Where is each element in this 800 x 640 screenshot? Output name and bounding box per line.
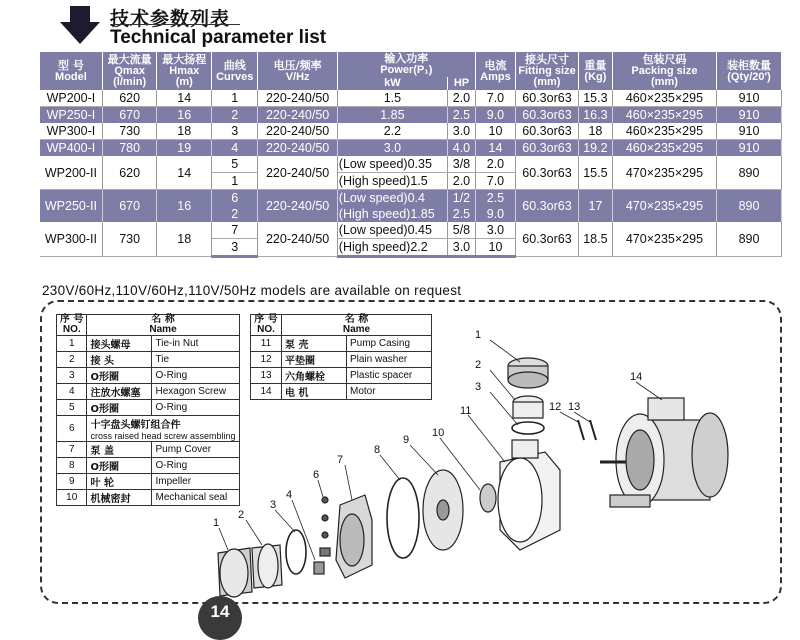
cell-hp: 2.5 [448, 206, 476, 222]
part-number: 6 [57, 416, 87, 442]
part-name-cn: O形圈 [87, 400, 152, 416]
cell-weight: 15.3 [578, 90, 612, 107]
cell-packing: 470×235×295 [612, 190, 716, 223]
cell-model: WP300-I [40, 123, 102, 140]
diagram-callout-9: 9 [403, 434, 410, 446]
cell-kw: (Low speed)0.4 [337, 190, 447, 207]
cell-weight: 19.2 [578, 140, 612, 157]
cell-curves: 1 [212, 90, 258, 107]
cell-hp: 3.0 [448, 123, 476, 140]
diagram-callout-2: 2 [238, 509, 245, 521]
cell-amps: 7.0 [475, 173, 515, 190]
cell-qmax: 620 [102, 90, 157, 107]
cell-weight: 16.3 [578, 107, 612, 124]
cell-qmax: 780 [102, 140, 157, 157]
cell-curves: 6 [212, 190, 258, 207]
cell-hmax: 19 [157, 140, 212, 157]
part-name-cn: 注放水螺塞 [87, 384, 152, 400]
part-number: 11 [251, 336, 282, 352]
cell-model: WP300-II [40, 222, 102, 257]
part-name-en: Plain washer [347, 352, 432, 368]
part-name-cn: 机械密封 [87, 490, 152, 506]
cell-curves: 5 [212, 156, 258, 173]
diagram-callout-1: 1 [213, 517, 220, 529]
part-name-en: O-Ring [152, 368, 239, 384]
cell-voltage: 220-240/50 [258, 140, 337, 157]
motor-drawing [600, 398, 728, 507]
cell-hmax: 16 [157, 190, 212, 223]
part-name-en: Pump Cover [152, 442, 239, 458]
cell-hp: 2.5 [448, 107, 476, 124]
part-name-cn: 接 头 [87, 352, 152, 368]
diagram-callout-12: 12 [549, 401, 562, 413]
cell-hp: 2.0 [448, 90, 476, 107]
cell-packing: 460×235×295 [612, 107, 716, 124]
part-number: 14 [251, 384, 282, 400]
cell-amps: 14 [475, 140, 515, 157]
cell-voltage: 220-240/50 [258, 156, 337, 190]
parts-list-left: 序 号 NO. 名 称 Name 1 接头螺母 Tie-in Nut 2 接 头 Tie 3 O形圈 O-Ring 4 注放水螺塞 Hexagon Screw 5 O形圈 O-Ring 6 十字盘头螺钉组合件 cross raised head screw assembling 7 泵 盖 Pump Cover 8 O形圈 O-Ring 9 叶 轮 Impeller 10 机械密封 Mechanical seal [56, 314, 240, 506]
cell-hp: 2.0 [448, 173, 476, 190]
cell-hp: 4.0 [448, 140, 476, 157]
diagram-callout-6: 6 [313, 469, 320, 481]
cell-weight: 18.5 [578, 222, 612, 257]
diagram-callout-3: 3 [270, 499, 277, 511]
cell-amps: 3.0 [475, 222, 515, 239]
cell-kw: (High speed)2.2 [337, 239, 447, 257]
diagram-callout-10: 10 [432, 427, 445, 439]
part-name-cn: 平垫圈 [282, 352, 347, 368]
cell-hp: 3/8 [448, 156, 476, 173]
part-name-en: Hexagon Screw [152, 384, 239, 400]
cell-kw: (High speed)1.5 [337, 173, 447, 190]
diagram-callout-11: 11 [460, 405, 472, 417]
cell-model: WP250-I [40, 107, 102, 124]
cell-hp: 3.0 [448, 239, 476, 257]
part-number: 10 [57, 490, 87, 506]
cell-fitting: 60.3or63 [516, 123, 579, 140]
diagram-callout-14: 14 [630, 371, 643, 383]
cell-amps: 9.0 [475, 206, 515, 222]
cell-kw: 3.0 [337, 140, 447, 157]
part-name-cn: 泵 盖 [87, 442, 152, 458]
part-name-cn: 泵 壳 [282, 336, 347, 352]
part-name-cn: 六角螺栓 [282, 368, 347, 384]
cell-fitting: 60.3or63 [516, 107, 579, 124]
cell-amps: 10 [475, 239, 515, 257]
cell-hmax: 16 [157, 107, 212, 124]
cell-qmax: 670 [102, 107, 157, 124]
cell-voltage: 220-240/50 [258, 190, 337, 223]
cell-qty: 890 [716, 156, 781, 190]
cell-qmax: 730 [102, 123, 157, 140]
cell-fitting: 60.3or63 [516, 222, 579, 257]
cell-packing: 470×235×295 [612, 222, 716, 257]
cell-curves: 2 [212, 206, 258, 222]
part-name-cn: O形圈 [87, 458, 152, 474]
cell-curves: 3 [212, 123, 258, 140]
cell-curves: 1 [212, 173, 258, 190]
cell-kw: (Low speed)0.45 [337, 222, 447, 239]
cell-weight: 18 [578, 123, 612, 140]
part-name: 十字盘头螺钉组合件 cross raised head screw assembling [87, 416, 239, 442]
parts-list-right: 序 号 NO. 名 称 Name 11 泵 壳 Pump Casing 12 平垫圈 Plain washer 13 六角螺栓 Plastic spacer 14 电 机 Motor [250, 314, 432, 400]
cell-qty: 910 [716, 123, 781, 140]
cell-qty: 910 [716, 90, 781, 107]
cell-voltage: 220-240/50 [258, 222, 337, 257]
oring-large-drawing [387, 478, 419, 558]
cell-kw: 1.85 [337, 107, 447, 124]
cell-hmax: 14 [157, 156, 212, 190]
part-name-en: Tie [152, 352, 239, 368]
cell-model: WP200-II [40, 156, 102, 190]
cell-packing: 460×235×295 [612, 140, 716, 157]
diagram-callout-2: 2 [475, 359, 482, 371]
part-name-en: Tie-in Nut [152, 336, 239, 352]
hexagon-screw-drawing [314, 562, 324, 574]
cell-curves: 2 [212, 107, 258, 124]
diagram-callout-8: 8 [374, 444, 381, 456]
cell-qty: 890 [716, 222, 781, 257]
part-number: 13 [251, 368, 282, 384]
part-name-cn: 叶 轮 [87, 474, 152, 490]
cell-qmax: 670 [102, 190, 157, 223]
cell-fitting: 60.3or63 [516, 140, 579, 157]
cell-hp: 5/8 [448, 222, 476, 239]
cell-amps: 2.5 [475, 190, 515, 207]
part-number: 1 [57, 336, 87, 352]
cell-qmax: 730 [102, 222, 157, 257]
part-name-cn: 接头螺母 [87, 336, 152, 352]
cell-amps: 9.0 [475, 107, 515, 124]
cell-curves: 7 [212, 222, 258, 239]
part-number: 9 [57, 474, 87, 490]
part-name-en: O-Ring [152, 458, 239, 474]
cell-fitting: 60.3or63 [516, 156, 579, 190]
cell-fitting: 60.3or63 [516, 90, 579, 107]
title-english: Technical parameter list [110, 27, 327, 48]
cell-kw: (Low speed)0.35 [337, 156, 447, 173]
cell-curves: 4 [212, 140, 258, 157]
diagram-callout-13: 13 [568, 401, 581, 413]
cell-packing: 470×235×295 [612, 156, 716, 190]
part-number: 2 [57, 352, 87, 368]
cell-kw: 1.5 [337, 90, 447, 107]
cell-voltage: 220-240/50 [258, 123, 337, 140]
availability-note: 230V/60Hz,110V/60Hz,110V/50Hz models are available on request [42, 283, 462, 298]
part-name-en: Impeller [152, 474, 239, 490]
cell-hmax: 14 [157, 90, 212, 107]
part-number: 5 [57, 400, 87, 416]
technical-parameter-table: 型 号 Model 最大流量 Qmax (l/min) 最大扬程 Hmax (m) 曲线 Curves 电压/频率 V/Hz 输入功率 Power(P₁) 电流 Amps 接头尺寸 Fitting size (mm) 重量 (Kg) 包装尺码 Packing size (mm) 装柜数量 (Qty/20′) kW HP WP200-I 620 14 1 220-240/50 1.5 2.0 7.0 60.3or63 15.3 460×235×295 910 WP250-I 670 16 2 220-240/50 1.85 2.5 9.0 60.3or63 16.3 460×235×295 910 WP300-I 730 18 3 220-240/50 2.2 3.0 10 60.3or63 18 460×235×295 910 WP400-I 780 19 4 220-240/50 3.0 4.0 14 60.3or63 19.2 460×235×295 910 WP200-II 620 14 5 220-240/50 (Low speed)0.35 3/8 2.0 60.3or63 15.5 470×235×295 890 1 (High speed)1.5 2.0 7.0 WP250-II 670 16 6 220-240/50 (Low speed)0.4 1/2 2.5 60.3or63 17 470×235×295 890 2 (High speed)1.85 2.5 9.0 WP300-II 730 18 7 220-240/50 (Low speed)0.45 5/8 3.0 60.3or63 18.5 470×235×295 890 3 (High speed)2.2 3.0 10 [40, 52, 782, 258]
cell-voltage: 220-240/50 [258, 107, 337, 124]
cell-hmax: 18 [157, 222, 212, 257]
part-name-en: O-Ring [152, 400, 239, 416]
part-number: 4 [57, 384, 87, 400]
cell-qty: 890 [716, 190, 781, 223]
part-number: 7 [57, 442, 87, 458]
cell-qty: 910 [716, 107, 781, 124]
cell-packing: 460×235×295 [612, 123, 716, 140]
cell-hmax: 18 [157, 123, 212, 140]
part-name-en: Mechanical seal [152, 490, 239, 506]
part-number: 12 [251, 352, 282, 368]
cell-hp: 1/2 [448, 190, 476, 207]
part-number: 3 [57, 368, 87, 384]
cell-weight: 15.5 [578, 156, 612, 190]
cell-amps: 2.0 [475, 156, 515, 173]
cell-qty: 910 [716, 140, 781, 157]
cell-amps: 10 [475, 123, 515, 140]
part-name-en: Motor [347, 384, 432, 400]
diagram-callout-7: 7 [337, 454, 344, 466]
diagram-callout-3: 3 [475, 381, 482, 393]
cell-weight: 17 [578, 190, 612, 223]
diagram-callout-4: 4 [286, 489, 293, 501]
part-name-cn: 电 机 [282, 384, 347, 400]
part-number: 8 [57, 458, 87, 474]
cell-kw: (High speed)1.85 [337, 206, 447, 222]
cell-model: WP400-I [40, 140, 102, 157]
cell-model: WP250-II [40, 190, 102, 223]
cell-curves: 3 [212, 239, 258, 257]
title-chinese: 技术参数列表 [110, 8, 231, 30]
part-name-cn: O形圈 [87, 368, 152, 384]
part-name-en: Pump Casing [347, 336, 432, 352]
cell-model: WP200-I [40, 90, 102, 107]
cell-packing: 460×235×295 [612, 90, 716, 107]
bottom-oring-drawing [286, 530, 306, 574]
page-number-badge: 14 [198, 596, 242, 640]
diagram-callout-1: 1 [475, 329, 482, 341]
cell-qmax: 620 [102, 156, 157, 190]
cell-kw: 2.2 [337, 123, 447, 140]
cell-voltage: 220-240/50 [258, 90, 337, 107]
part-name-en: Plastic spacer [347, 368, 432, 384]
cell-fitting: 60.3or63 [516, 190, 579, 223]
mechanical-seal-drawing [480, 484, 496, 512]
cell-amps: 7.0 [475, 90, 515, 107]
pump-casing-drawing [498, 440, 560, 550]
